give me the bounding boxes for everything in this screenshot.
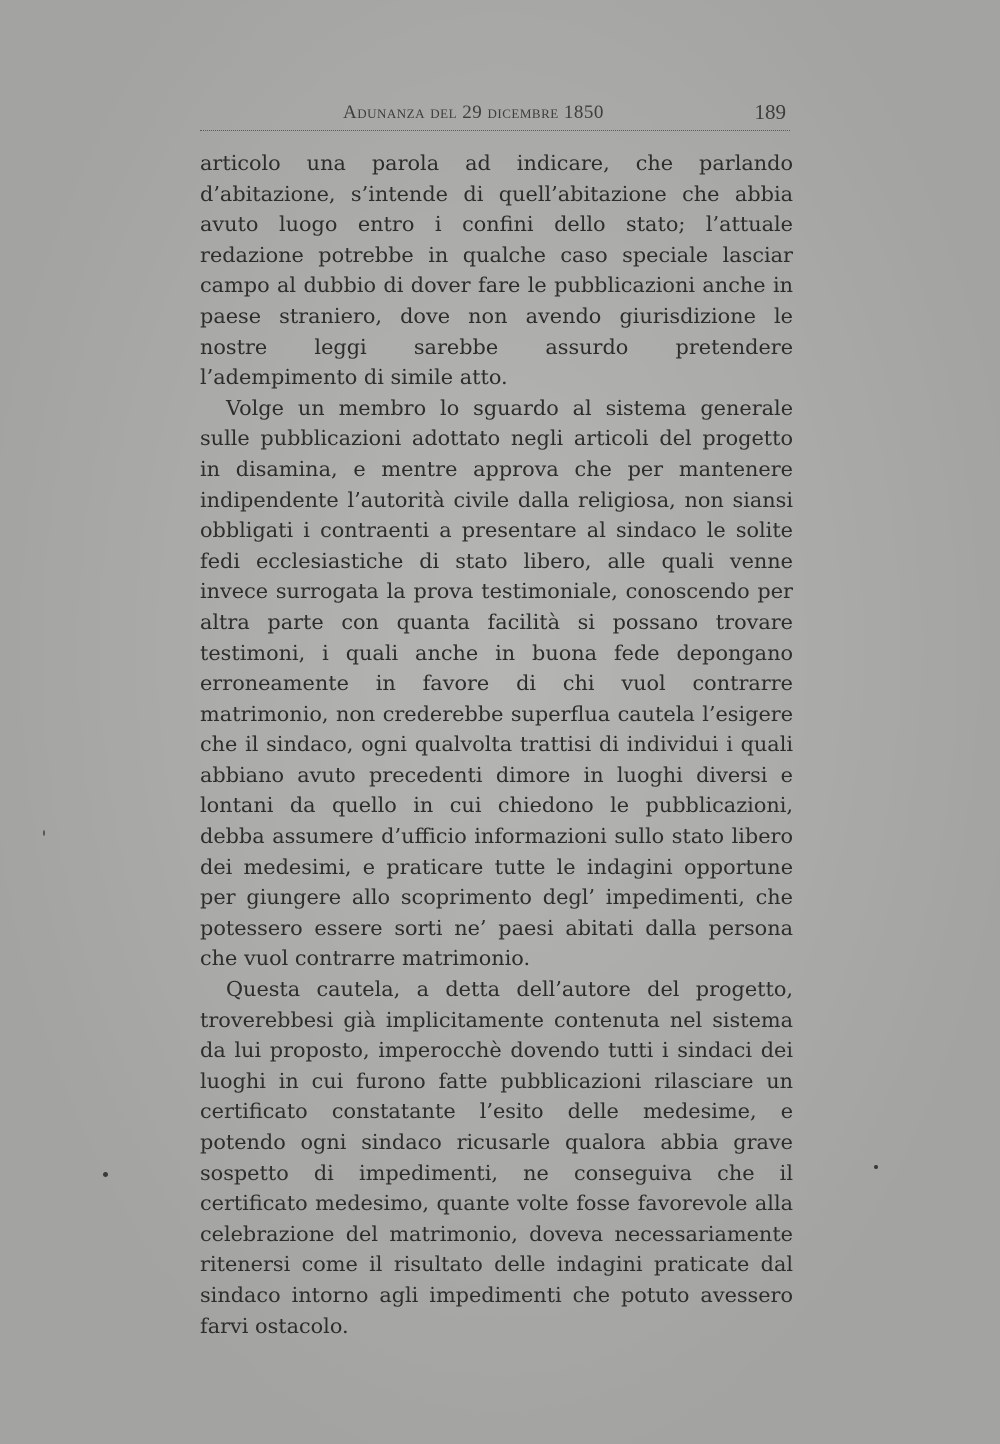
paragraph-1: articolo una parola ad indicare, che parlando d’abitazione, s’intende di quell’abitazione che abbia avuto luogo entro i confini dello stato; l’attuale redazione potrebbe in qualche caso speciale lasciar campo al dubbio di dover fare le pubblicazioni anche in paese straniero, dove non avendo giurisdizione le nostre leggi sarebbe assurdo pretendere l’adempimento di simile atto. bbox=[200, 151, 793, 390]
paper-speck bbox=[874, 1165, 878, 1169]
paper-speck bbox=[43, 830, 45, 836]
running-title: Adunanza del 29 dicembre 1850 bbox=[343, 102, 604, 123]
page-number: 189 bbox=[754, 100, 786, 124]
paragraph-2: Volge un membro lo sguardo al sistema generale sulle pubblicazioni adottato negli articoli del progetto in disamina, e mentre approva che per mantenere indipendente l’autorità civile dalla religiosa, non siansi obbligati i contraenti a presentare al sindaco le solite fedi ecclesiastiche di stato libero, alle quali venne invece surrogata la prova testimoniale, conoscendo per altra parte con quanta facilità si possano trovare testimoni, i quali anche in buona fede depongano erroneamente in favore di chi vuol contrarre matrimonio, non crederebbe superflua cautela l’esigere che il sindaco, ogni qualvolta trattisi di individui i quali abbiano avuto precedenti dimore in luoghi diversi e lontani da quello in cui chiedono le pubblicazioni, debba assumere d’ufficio informazioni sullo stato libero dei medesimi, e praticare tutte le indagini opportune per giungere allo scoprimento degl’ impedimenti, che potessero essere sorti ne’ paesi abitati dalla persona che vuol contrarre matrimonio. bbox=[200, 395, 793, 971]
paragraph-3: Questa cautela, a detta dell’autore del progetto, troverebbesi già implicitamente contenuta nel sistema da lui proposto, imperocchè dovendo tutti i sindaci dei luoghi in cui furono fatte pubblicazioni rilasciare un certificato constatante l’esito delle medesime, e potendo ogni sindaco ricusarle qualora abbia grave sospetto di impedimenti, ne conseguiva che il certificato medesimo, quante volte fosse favorevole alla celebrazione del matrimonio, doveva necessariamente ritenersi come il risultato delle indagini praticate dal sindaco intorno agli impedimenti che potuto avessero farvi ostacolo. bbox=[200, 977, 793, 1338]
body-text bbox=[200, 148, 793, 1341]
running-header bbox=[200, 98, 790, 131]
paper-speck bbox=[103, 1172, 108, 1177]
